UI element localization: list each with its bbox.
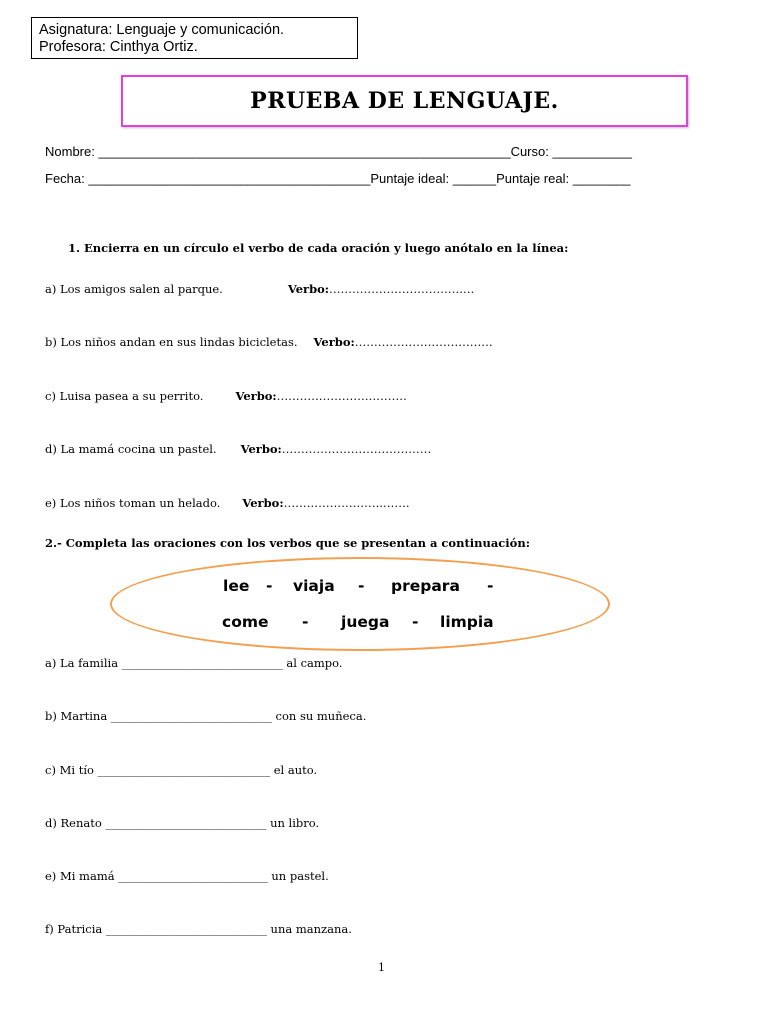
verb-blank: ……………………………..… [329,282,475,296]
verb-separator: - [487,577,494,595]
q1-sentence: d) La mamá cocina un pastel. [45,442,217,456]
question1-title: 1. Encierra en un círculo el verbo de cada oración y luego anótalo en la línea: [68,241,569,255]
q2-before: a) La familia [45,656,122,670]
q1-sentence: b) Los niños andan en sus lindas bicicletas. [45,335,298,349]
q2-after: el auto. [270,763,318,777]
verb-separator: - [412,613,419,631]
q1-item-b [45,335,493,349]
verb-label: Verbo: [287,282,330,296]
verb-label: Verbo: [242,496,284,510]
question2-title: 2.- Completa las oraciones con los verbos que se presentan a continuación: [45,536,530,550]
page-number: 1 [378,961,385,974]
subject-label: Asignatura: Lenguaje y comunicación. [39,22,285,38]
page-title: PRUEBA DE LENGUAJE. [250,88,559,114]
q2-after: al campo. [282,656,343,670]
q2-after: con su muñeca. [271,709,367,723]
q2-item-e [45,869,329,883]
q2-before: d) Renato [45,816,106,830]
q1-sentence: e) Los niños toman un helado. [45,496,221,510]
verb-blank: …………………….……… [276,389,407,403]
q2-before: b) Martina [45,709,111,723]
q2-item-a [45,656,343,670]
verb-label: Verbo: [240,442,282,456]
verb-limpia: limpia [440,613,494,631]
q2-blank: ____________________________ [105,922,267,936]
verb-prepara: prepara [391,577,460,595]
verb-separator: - [266,577,273,595]
verb-come: come [222,613,269,631]
header-box [31,17,358,59]
q2-after: una manzana. [266,922,352,936]
q2-before: c) Mi tío [45,763,98,777]
q2-before: e) Mi mamá [45,869,119,883]
title-box [121,75,688,127]
q2-item-c [45,763,317,777]
q2-blank: __________________________ [118,869,268,883]
verb-bank-oval [110,557,610,651]
q2-after: un pastel. [267,869,329,883]
verb-separator: - [358,577,365,595]
verb-label: Verbo: [313,335,355,349]
verb-juega: juega [341,613,390,631]
q2-blank: ____________________________ [121,656,283,670]
verb-blank: ………………………………… [281,442,432,456]
q1-item-a [45,282,474,296]
q2-after: un libro. [266,816,320,830]
verb-viaja: viaja [293,577,335,595]
q2-blank: ____________________________ [105,816,267,830]
q2-item-b [45,709,366,723]
q1-item-d [45,442,431,456]
verb-separator: - [302,613,309,631]
q1-sentence: c) Luisa pasea a su perrito. [45,389,204,403]
q1-item-c [45,389,407,403]
q2-blank: ____________________________ [110,709,272,723]
q1-sentence: a) Los amigos salen al parque. [45,282,223,296]
verb-lee: lee [223,577,250,595]
verb-blank: ……………………..……. [283,496,410,510]
teacher-label: Profesora: Cinthya Ortiz. [39,39,198,55]
verb-blank: ……………………………… [354,335,493,349]
q2-item-d [45,816,319,830]
q2-item-f [45,922,352,936]
date-score-line: Fecha: _______________________________________Puntaje ideal: ______Puntaje real: ________ [45,171,631,186]
verb-label: Verbo: [235,389,277,403]
q2-before: f) Patricia [45,922,106,936]
name-course-line: Nombre: _________________________________________________________Curso: ___________ [45,144,632,159]
q1-item-e [45,496,410,510]
q2-blank: ______________________________ [97,763,271,777]
